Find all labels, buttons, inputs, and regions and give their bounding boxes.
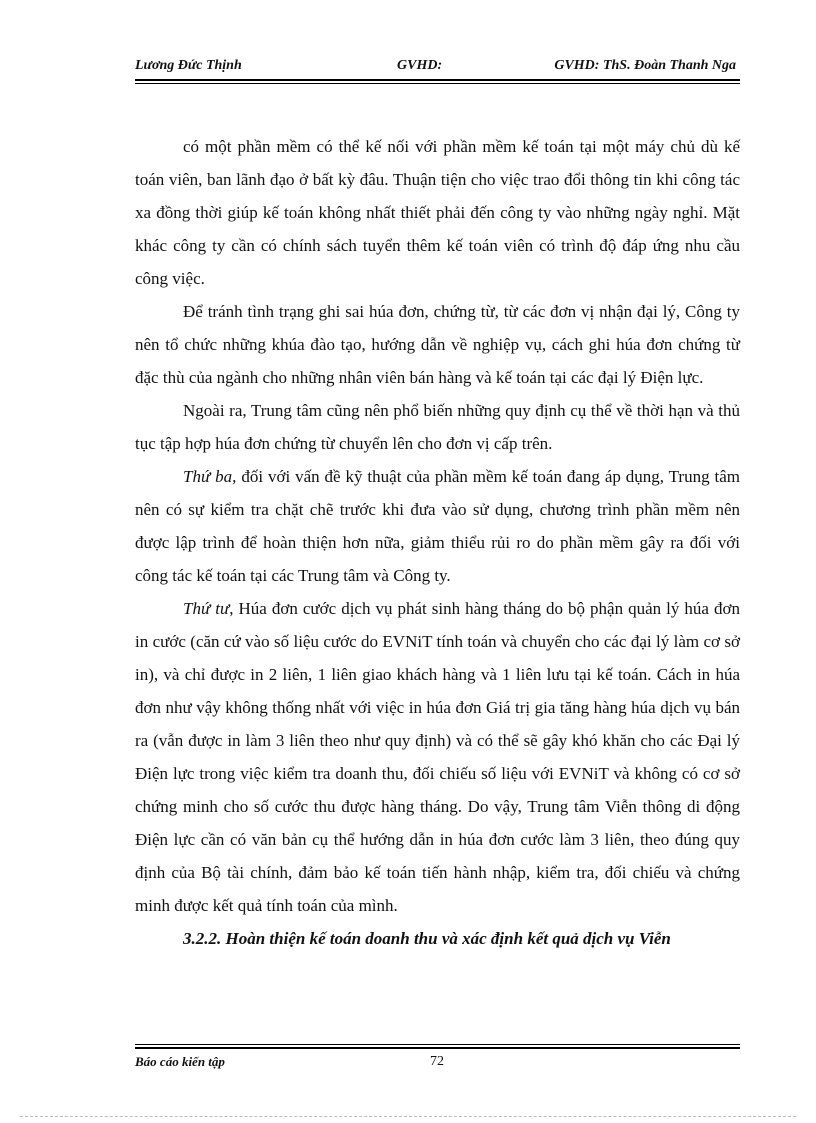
page-header: [135, 56, 740, 78]
section-heading: 3.2.2. Hoàn thiện kế toán doanh thu và xác định kết quả dịch vụ Viễn: [183, 929, 671, 948]
paragraph-5-text: , Húa đơn cước dịch vụ phát sinh hàng tháng do bộ phận quản lý húa đơn in cước (căn cứ vào số liệu cước do EVNiT tính toán và chuyển cho các đại lý làm cơ sở in), và chỉ được in 2 liên, 1 liên giao khách hàng và 1 liên lưu tại kế toán. Cách in húa đơn như vậy không thống nhất với việc in húa đơn Giá trị gia tăng hàng húa dịch vụ bán ra (vẫn được in làm 3 liên theo như quy định) và có thể sẽ gây khó khăn cho các Đại lý Điện lực trong việc kiểm tra doanh thu, đối chiếu số liệu với EVNiT và không có cơ sở chứng minh cho số cước thu được hàng tháng. Do vậy, Trung tâm Viễn thông di động Điện lực cần có văn bản cụ thể hướng dẫn in húa đơn cước làm 3 liên, theo đúng quy định của Bộ tài chính, đảm bảo kế toán tiến hành nhập, kiểm tra, đối chiếu và chứng minh được kết quả tính toán của mình.: [135, 599, 740, 915]
paragraph-4-text: đối với vấn đề kỹ thuật của phần mềm kế toán đang áp dụng, Trung tâm nên có sự kiểm tra chặt chẽ trước khi đưa vào sử dụng, chương trình phần mềm nên được lập trình để hoàn thiện hơn nữa, giảm thiểu rủi ro do phần mềm gây ra đối với công tác kế toán tại các Trung tâm và Công ty.: [135, 467, 741, 585]
paragraph-4: [135, 460, 740, 592]
header-rule-thick: [135, 79, 740, 81]
paragraph-4-lead: Thứ ba,: [183, 467, 237, 486]
footer-rule-thick: [135, 1047, 740, 1049]
paragraph-5-lead: Thứ tư: [183, 599, 230, 618]
footer-report-title: Báo cáo kiến tập: [135, 1054, 225, 1069]
header-gvhd-short: GVHD:: [397, 58, 443, 73]
paragraph-1: có một phần mềm có thể kế nối với phần mềm kế toán tại một máy chủ dù kế toán viên, ban lãnh đạo ở bất kỳ đâu. Thuận tiện cho việc trao đổi thông tin khi công tác xa đồng thời giúp kế toán không nhất thiết phải đến công ty vào những ngày nghỉ. Mặt khác công ty cần có chính sách tuyển thêm kế toán viên có trình độ đáp ứng nhu cầu công việc.: [135, 137, 740, 288]
page-number: 72: [430, 1054, 444, 1069]
page-body: [135, 130, 740, 955]
header-author: Lương Đức Thịnh: [135, 58, 242, 73]
paragraph-3: Ngoài ra, Trung tâm cũng nên phổ biến những quy định cụ thể về thời hạn và thủ tục tập hợp húa đơn chứng từ chuyển lên cho đơn vị cấp trên.: [135, 401, 740, 453]
paragraph-5: [135, 592, 740, 922]
header-gvhd-full: GVHD: ThS. Đoàn Thanh Nga: [554, 58, 736, 73]
paragraph-2: Để tránh tình trạng ghi sai húa đơn, chứng từ, từ các đơn vị nhận đại lý, Công ty nên tổ chức những khúa đào tạo, hướng dẫn về nghiệp vụ, cách ghi húa đơn chứng từ đặc thù của ngành cho những nhân viên bán hàng và kế toán tại các đại lý Điện lực.: [135, 302, 740, 387]
footer-rule-thin: [135, 1044, 740, 1045]
header-rule-thin: [135, 83, 740, 84]
page-bottom-divider: [20, 1116, 796, 1117]
